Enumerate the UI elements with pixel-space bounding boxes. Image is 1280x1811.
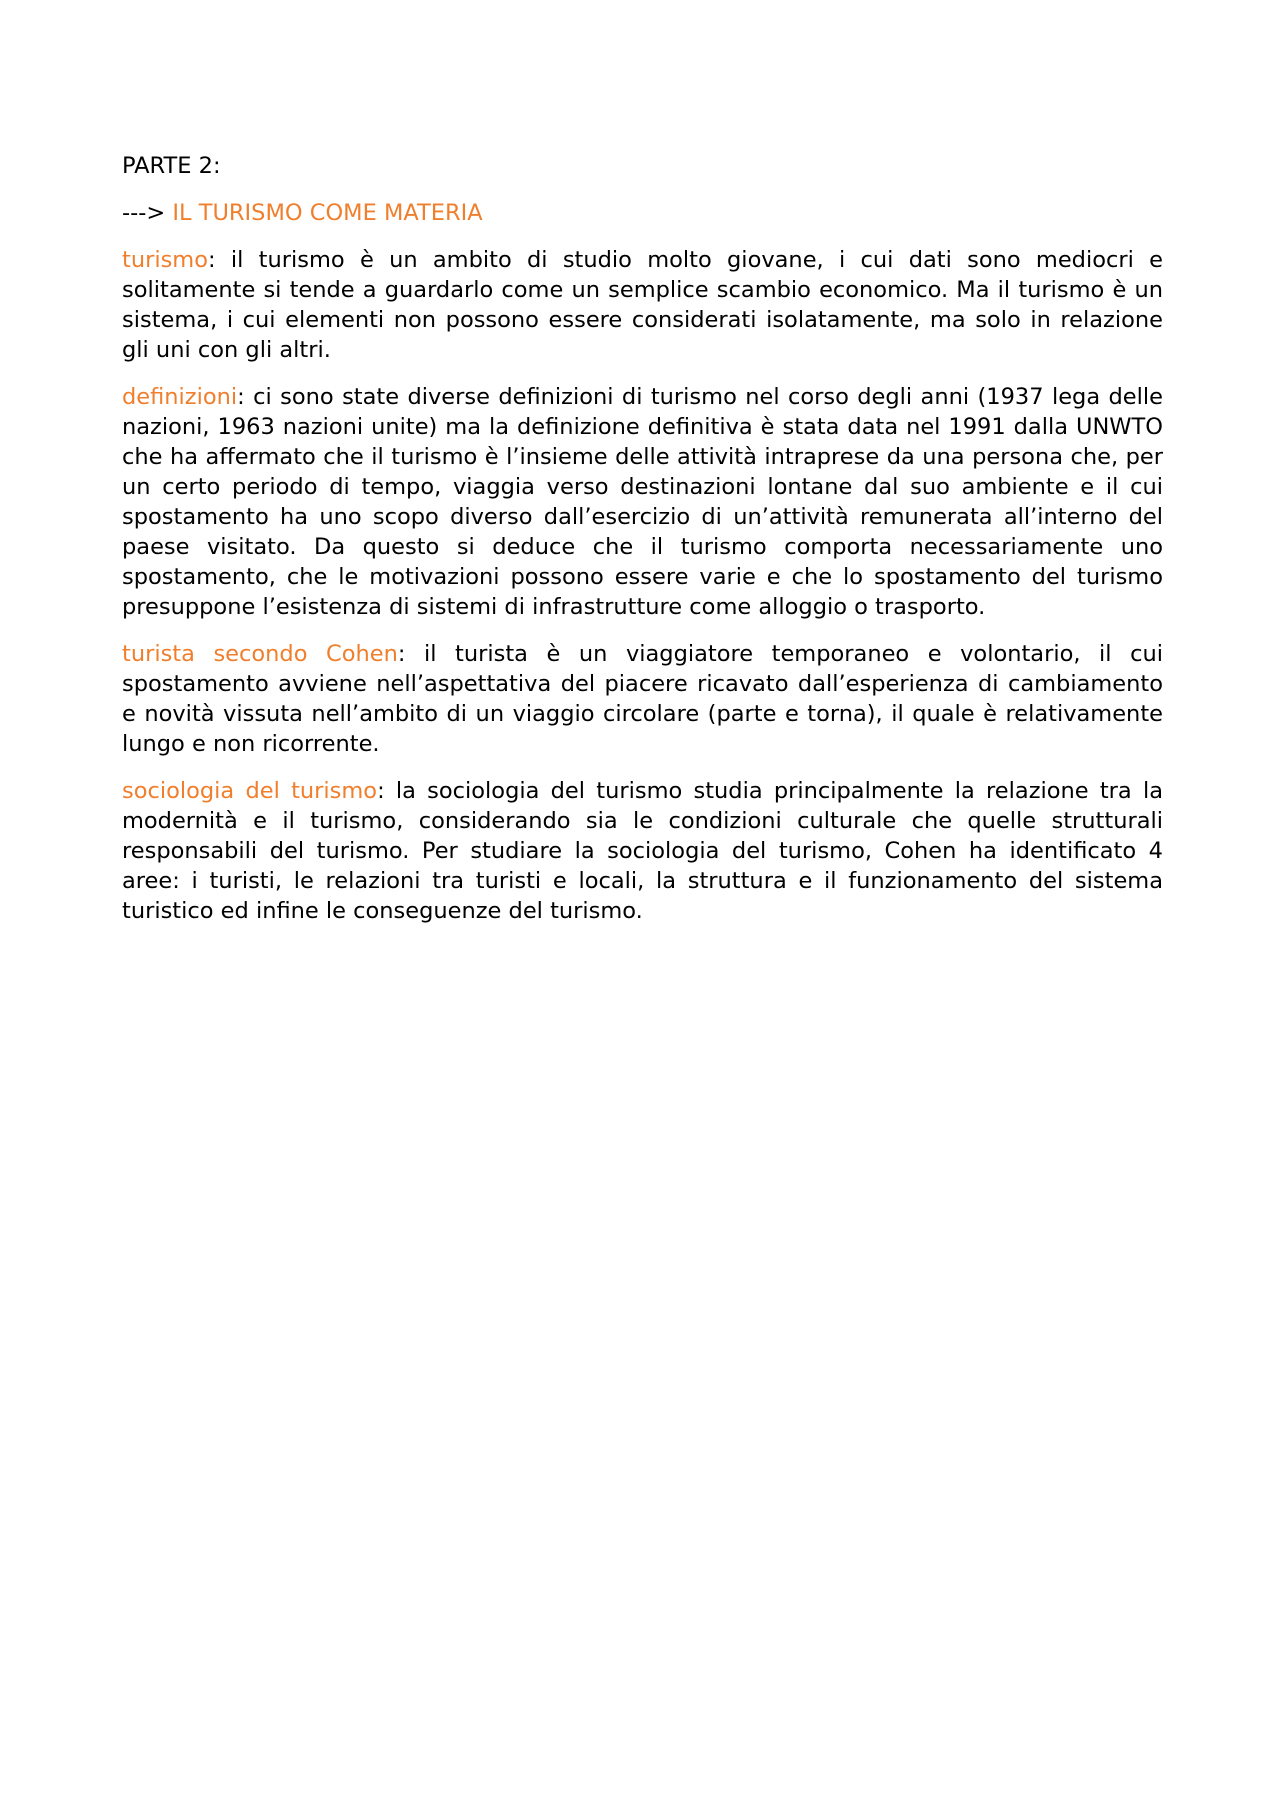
term-definizioni: definizioni [122, 384, 238, 410]
term-turista-secondo-cohen: turista secondo Cohen [122, 641, 398, 667]
paragraph-turista-cohen [122, 639, 1163, 759]
part-label: PARTE 2: [122, 153, 221, 179]
paragraph-sociologia [122, 776, 1163, 926]
paragraph-text: : il turista è un viaggiatore temporaneo e volontario, il cui spostamento avviene nell’aspettativa del piacere ricavato dall’esperienza di cambiamento e novità vissuta nell’ambito di un viaggio circolare (parte e torna), il quale è relativamente lungo e non ricorrente. [122, 641, 1163, 757]
paragraph-text: : il turismo è un ambito di studio molto giovane, i cui dati sono mediocri e solitamente si tende a guardarlo come un semplice scambio economico. Ma il turismo è un sistema, i cui elementi non possono essere considerati isolatamente, ma solo in relazione gli uni con gli altri. [122, 247, 1163, 363]
paragraph-text: : ci sono state diverse definizioni di turismo nel corso degli anni (1937 lega delle nazioni, 1963 nazioni unite) ma la definizione definitiva è stata data nel 1991 dalla UNWTO che ha affermato che il turismo è l’insieme delle attività intraprese da una persona che, per un certo periodo di tempo, viaggia verso destinazioni lontane dal suo ambiente e il cui spostamento ha uno scopo diverso dall’esercizio di un’attività remunerata all’interno del paese visitato. Da questo si deduce che il turismo comporta necessariamente uno spostamento, che le motivazioni possono essere varie e che lo spostamento del turismo presuppone l’esistenza di sistemi di infrastrutture come alloggio o trasporto. [122, 384, 1163, 620]
section-title: IL TURISMO COME MATERIA [172, 200, 483, 226]
term-turismo: turismo [122, 247, 208, 273]
paragraph-definizioni [122, 382, 1163, 622]
section-heading [122, 198, 1163, 228]
paragraph-turismo [122, 245, 1163, 365]
document-body [122, 151, 1163, 943]
section-arrow: ---> [122, 200, 166, 226]
paragraph-text: : la sociologia del turismo studia principalmente la relazione tra la modernità e il turismo, considerando sia le condizioni culturale che quelle strutturali responsabili del turismo. Per studiare la sociologia del turismo, Cohen ha identificato 4 aree: i turisti, le relazioni tra turisti e locali, la struttura e il funzionamento del sistema turistico ed infine le conseguenze del turismo. [122, 778, 1164, 924]
term-sociologia-del-turismo: sociologia del turismo [122, 778, 378, 804]
